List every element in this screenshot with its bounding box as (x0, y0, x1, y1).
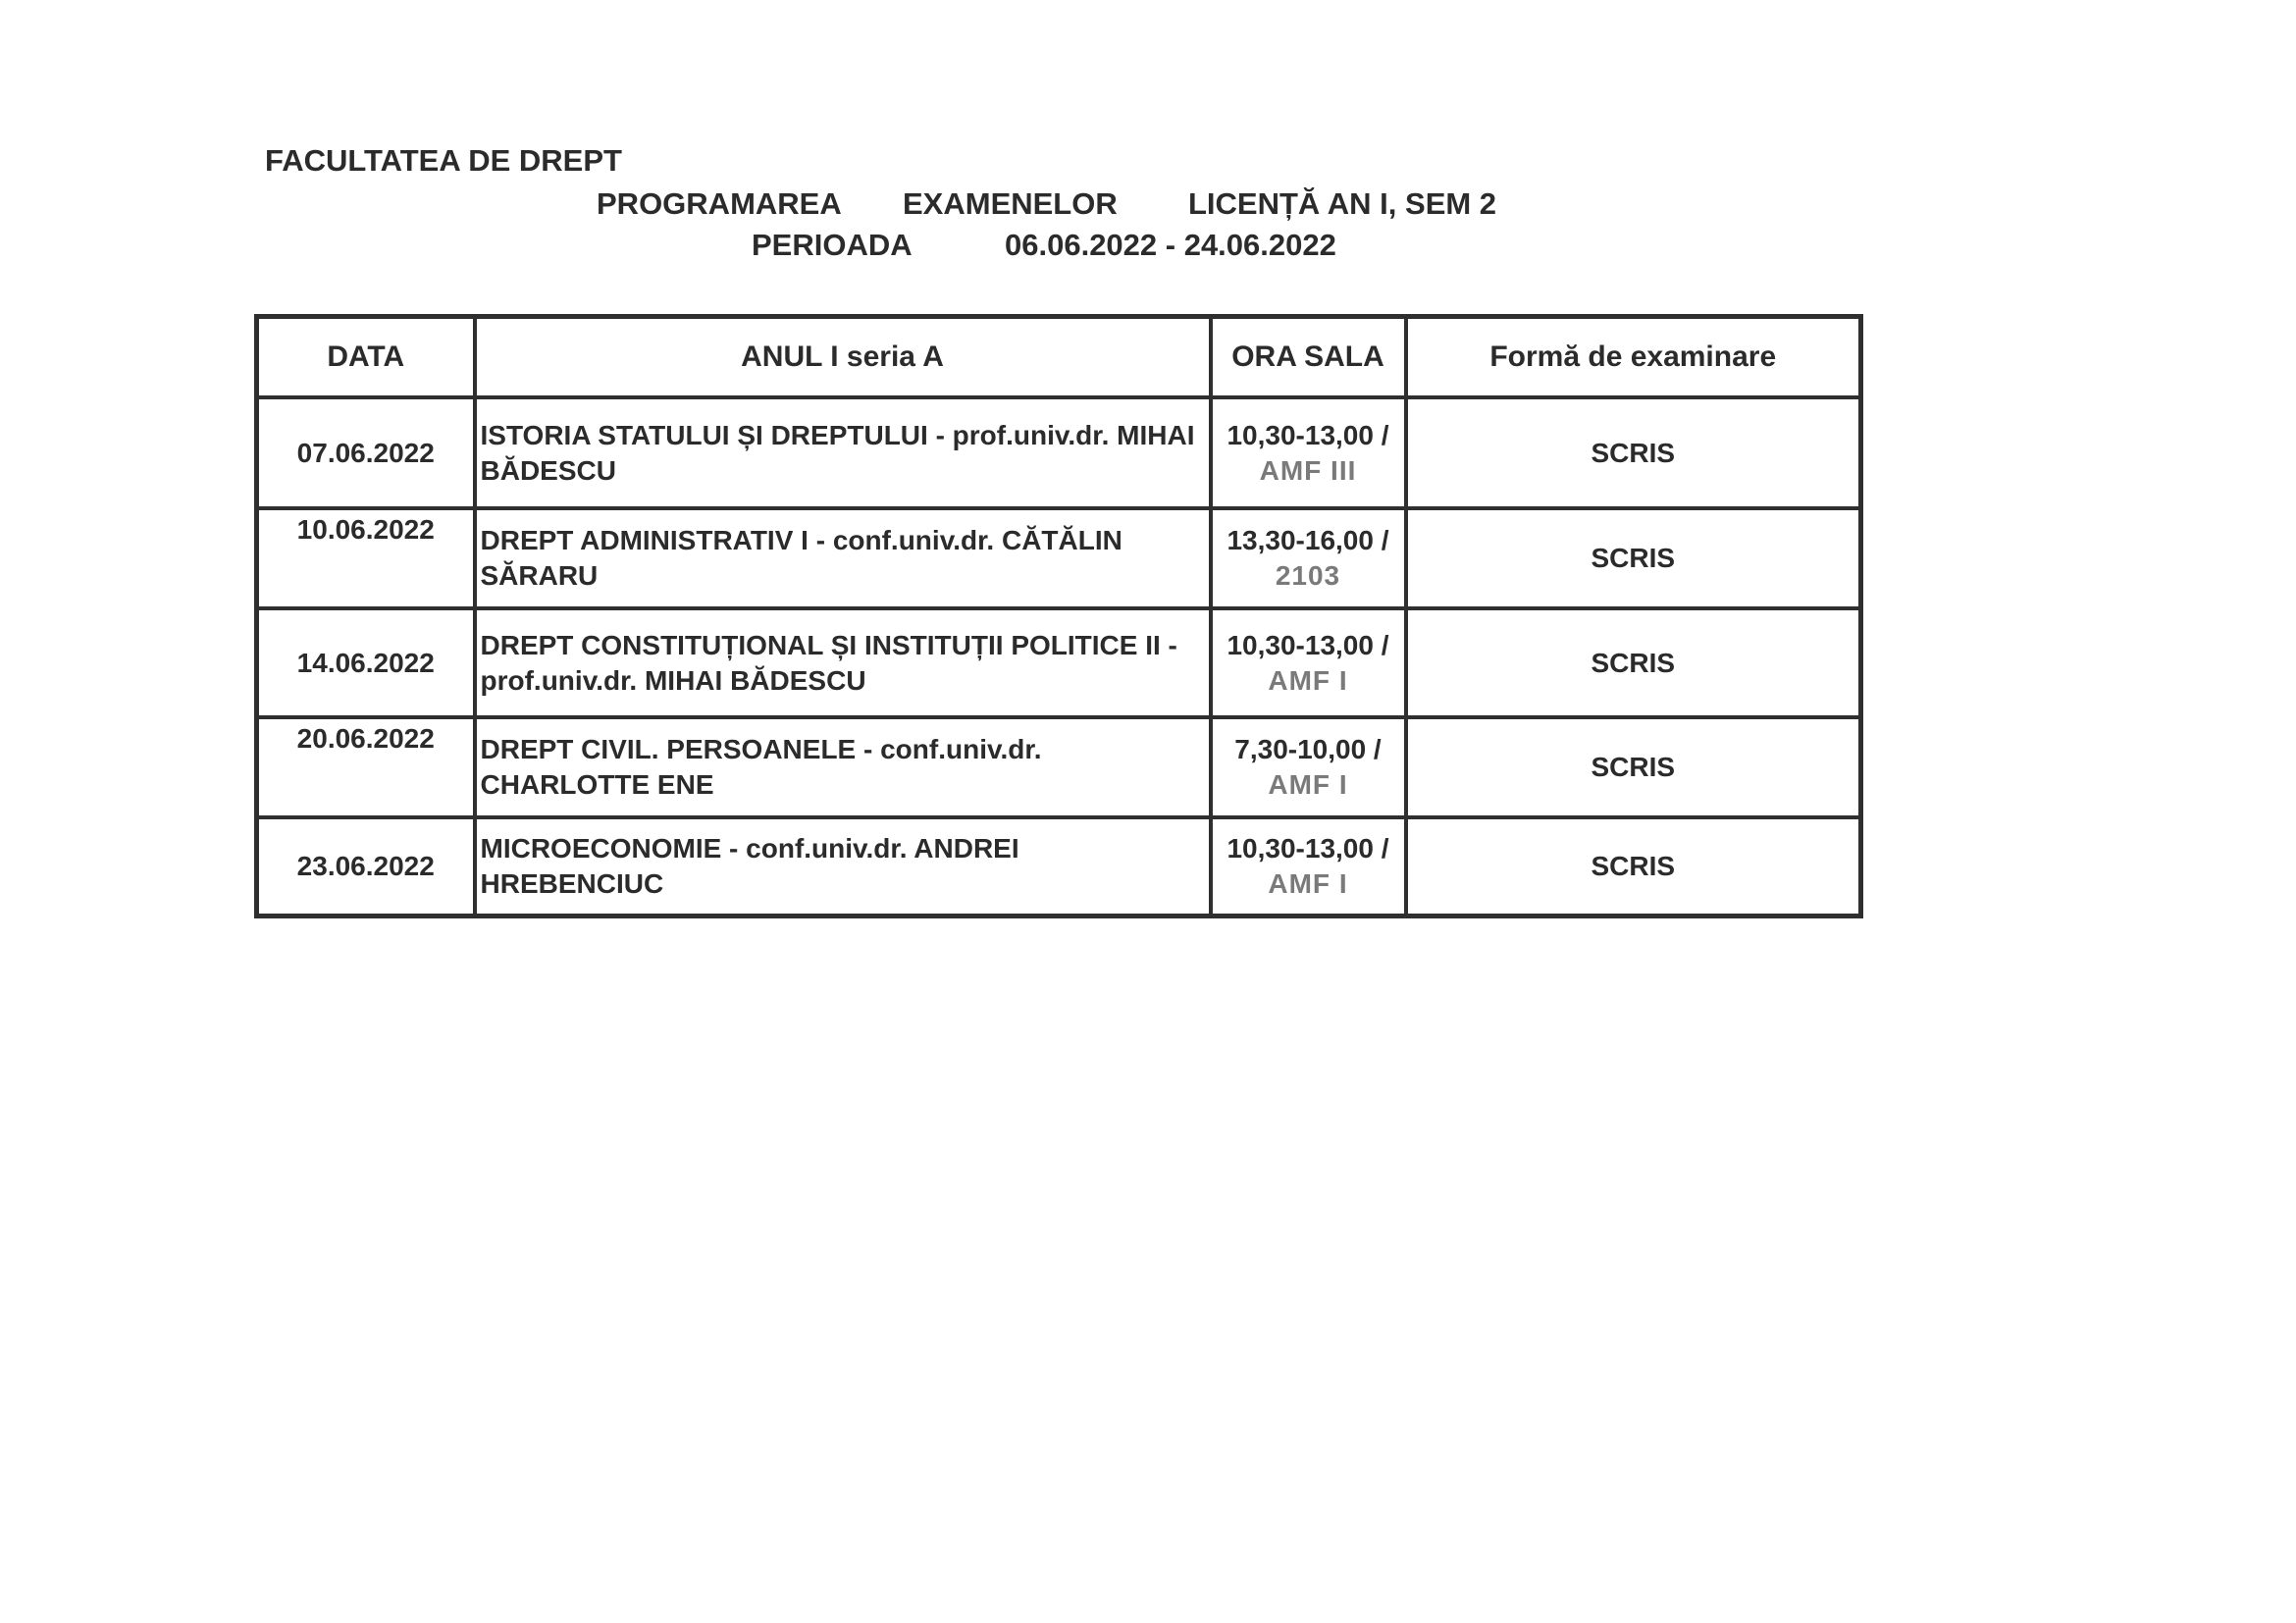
exam-date: 23.06.2022 (257, 817, 475, 916)
exam-time-room (1211, 397, 1406, 508)
table-header-row (257, 317, 1861, 398)
column-header-date: DATA (257, 317, 475, 398)
exam-room: 2103 (1275, 560, 1341, 591)
exam-time-room (1211, 608, 1406, 717)
column-header-exam-form: Formă de examinare (1406, 317, 1861, 398)
column-header-time-room: ORA SALA (1211, 317, 1406, 398)
exam-time: 10,30-13,00 / (1226, 419, 1389, 450)
period-label: PERIOADA (752, 228, 913, 262)
exam-course: DREPT CIVIL. PERSOANELE - conf.univ.dr. CHARLOTTE ENE (475, 717, 1211, 817)
exam-room: AMF I (1268, 664, 1348, 696)
title-word-licenta: LICENȚĂ AN I, SEM 2 (1188, 186, 1497, 221)
table-row (257, 508, 1861, 608)
column-header-course: ANUL I seria A (475, 317, 1211, 398)
exam-course: ISTORIA STATULUI ȘI DREPTULUI - prof.univ.dr. MIHAI BĂDESCU (475, 397, 1211, 508)
exam-course: DREPT CONSTITUȚIONAL ȘI INSTITUȚII POLITICE II - prof.univ.dr. MIHAI BĂDESCU (475, 608, 1211, 717)
exam-time: 13,30-16,00 / (1226, 525, 1389, 555)
exam-form: SCRIS (1406, 608, 1861, 717)
exam-date: 20.06.2022 (257, 717, 475, 817)
period-value: 06.06.2022 - 24.06.2022 (1005, 228, 1336, 262)
exam-time: 10,30-13,00 / (1226, 832, 1389, 864)
exam-course: DREPT ADMINISTRATIV I - conf.univ.dr. CĂTĂLIN SĂRARU (475, 508, 1211, 608)
exam-room: AMF I (1268, 867, 1348, 899)
exam-time-room (1211, 817, 1406, 916)
exam-schedule-table (254, 314, 1863, 918)
table-row (257, 397, 1861, 508)
title-word-examenelor: EXAMENELOR (903, 186, 1118, 221)
exam-date: 10.06.2022 (257, 508, 475, 608)
exam-form: SCRIS (1406, 717, 1861, 817)
exam-form: SCRIS (1406, 508, 1861, 608)
table-row (257, 717, 1861, 817)
exam-room: AMF III (1259, 454, 1357, 486)
exam-form: SCRIS (1406, 397, 1861, 508)
exam-time-room (1211, 717, 1406, 817)
exam-room: AMF I (1268, 769, 1348, 800)
exam-time: 7,30-10,00 / (1234, 734, 1382, 764)
exam-date: 07.06.2022 (257, 397, 475, 508)
table-row (257, 608, 1861, 717)
exam-date: 14.06.2022 (257, 608, 475, 717)
exam-time: 10,30-13,00 / (1226, 629, 1389, 660)
title-word-programarea: PROGRAMAREA (597, 186, 842, 221)
exam-course: MICROECONOMIE - conf.univ.dr. ANDREI HREBENCIUC (475, 817, 1211, 916)
exam-form: SCRIS (1406, 817, 1861, 916)
table-row (257, 817, 1861, 916)
faculty-name: FACULTATEA DE DREPT (265, 143, 622, 178)
exam-time-room (1211, 508, 1406, 608)
